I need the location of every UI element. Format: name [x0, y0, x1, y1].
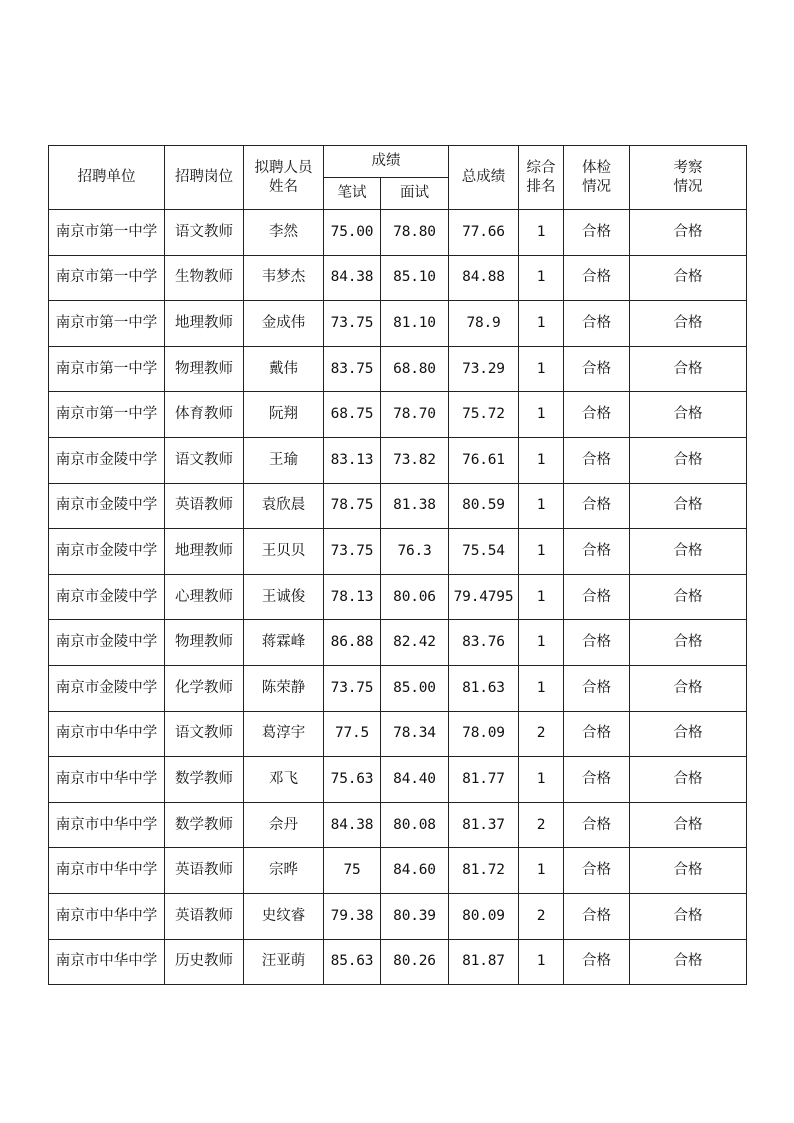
cell-interview: 81.38	[381, 483, 449, 529]
cell-review: 合格	[630, 757, 747, 803]
cell-unit: 南京市中华中学	[49, 757, 165, 803]
cell-review: 合格	[630, 802, 747, 848]
table-row	[49, 483, 747, 529]
cell-review: 合格	[630, 574, 747, 620]
table-row	[49, 574, 747, 620]
cell-physical: 合格	[564, 939, 630, 985]
table-row	[49, 848, 747, 894]
header-written: 笔试	[324, 178, 381, 210]
cell-rank: 1	[519, 757, 564, 803]
cell-written: 85.63	[324, 939, 381, 985]
cell-rank: 1	[519, 529, 564, 575]
cell-total: 80.09	[449, 893, 519, 939]
cell-rank: 1	[519, 301, 564, 347]
cell-written: 84.38	[324, 802, 381, 848]
header-position: 招聘岗位	[165, 146, 244, 210]
cell-unit: 南京市第一中学	[49, 346, 165, 392]
cell-review: 合格	[630, 665, 747, 711]
cell-written: 73.75	[324, 665, 381, 711]
header-scores: 成绩	[324, 146, 449, 178]
cell-rank: 1	[519, 574, 564, 620]
cell-rank: 1	[519, 255, 564, 301]
cell-total: 78.9	[449, 301, 519, 347]
table-row	[49, 711, 747, 757]
cell-name: 金成伟	[244, 301, 324, 347]
header-name	[244, 146, 324, 210]
cell-written: 73.75	[324, 529, 381, 575]
cell-name: 汪亚萌	[244, 939, 324, 985]
cell-review: 合格	[630, 711, 747, 757]
cell-review: 合格	[630, 483, 747, 529]
cell-written: 75	[324, 848, 381, 894]
cell-position: 英语教师	[165, 893, 244, 939]
header-rank	[519, 146, 564, 210]
cell-name: 王瑜	[244, 437, 324, 483]
header-physical	[564, 146, 630, 210]
cell-position: 地理教师	[165, 301, 244, 347]
table-row	[49, 437, 747, 483]
cell-review: 合格	[630, 529, 747, 575]
cell-written: 68.75	[324, 392, 381, 438]
cell-unit: 南京市金陵中学	[49, 483, 165, 529]
header-review-line2: 情况	[673, 178, 703, 195]
cell-total: 75.54	[449, 529, 519, 575]
cell-unit: 南京市中华中学	[49, 802, 165, 848]
cell-written: 84.38	[324, 255, 381, 301]
cell-written: 83.13	[324, 437, 381, 483]
header-unit: 招聘单位	[49, 146, 165, 210]
cell-interview: 78.80	[381, 210, 449, 256]
cell-interview: 82.42	[381, 620, 449, 666]
cell-physical: 合格	[564, 437, 630, 483]
cell-name: 王贝贝	[244, 529, 324, 575]
cell-interview: 84.60	[381, 848, 449, 894]
cell-unit: 南京市中华中学	[49, 711, 165, 757]
cell-name: 邓飞	[244, 757, 324, 803]
cell-total: 81.72	[449, 848, 519, 894]
cell-rank: 1	[519, 939, 564, 985]
cell-total: 78.09	[449, 711, 519, 757]
cell-physical: 合格	[564, 848, 630, 894]
cell-unit: 南京市中华中学	[49, 893, 165, 939]
cell-unit: 南京市金陵中学	[49, 665, 165, 711]
cell-unit: 南京市中华中学	[49, 939, 165, 985]
cell-written: 78.13	[324, 574, 381, 620]
cell-interview: 78.34	[381, 711, 449, 757]
table-body	[49, 210, 747, 985]
cell-rank: 1	[519, 483, 564, 529]
cell-review: 合格	[630, 437, 747, 483]
cell-rank: 2	[519, 893, 564, 939]
cell-interview: 68.80	[381, 346, 449, 392]
cell-review: 合格	[630, 301, 747, 347]
cell-review: 合格	[630, 255, 747, 301]
header-review	[630, 146, 747, 210]
cell-review: 合格	[630, 848, 747, 894]
table-row	[49, 665, 747, 711]
cell-name: 佘丹	[244, 802, 324, 848]
cell-total: 75.72	[449, 392, 519, 438]
cell-unit: 南京市中华中学	[49, 848, 165, 894]
cell-position: 心理教师	[165, 574, 244, 620]
cell-rank: 1	[519, 437, 564, 483]
cell-name: 戴伟	[244, 346, 324, 392]
cell-written: 73.75	[324, 301, 381, 347]
table-row	[49, 301, 747, 347]
cell-written: 75.63	[324, 757, 381, 803]
cell-name: 葛淳宇	[244, 711, 324, 757]
cell-position: 数学教师	[165, 757, 244, 803]
table-row	[49, 210, 747, 256]
cell-interview: 85.10	[381, 255, 449, 301]
table-row	[49, 757, 747, 803]
cell-physical: 合格	[564, 210, 630, 256]
header-name-line2: 姓名	[269, 178, 298, 195]
header-rank-line2: 排名	[526, 178, 556, 195]
cell-physical: 合格	[564, 711, 630, 757]
cell-total: 81.87	[449, 939, 519, 985]
cell-position: 历史教师	[165, 939, 244, 985]
cell-unit: 南京市第一中学	[49, 392, 165, 438]
cell-name: 宗晔	[244, 848, 324, 894]
cell-position: 英语教师	[165, 483, 244, 529]
cell-position: 语文教师	[165, 711, 244, 757]
table-row	[49, 346, 747, 392]
cell-total: 81.63	[449, 665, 519, 711]
table-row	[49, 255, 747, 301]
cell-physical: 合格	[564, 255, 630, 301]
header-review-line1: 考察	[673, 159, 703, 176]
cell-interview: 84.40	[381, 757, 449, 803]
cell-interview: 80.39	[381, 893, 449, 939]
cell-position: 生物教师	[165, 255, 244, 301]
cell-name: 史纹睿	[244, 893, 324, 939]
cell-review: 合格	[630, 620, 747, 666]
cell-position: 物理教师	[165, 620, 244, 666]
header-name-line1: 拟聘人员	[254, 159, 313, 176]
cell-written: 86.88	[324, 620, 381, 666]
recruitment-results-table	[48, 145, 747, 985]
cell-name: 陈荣静	[244, 665, 324, 711]
cell-interview: 78.70	[381, 392, 449, 438]
cell-name: 蒋霖峰	[244, 620, 324, 666]
cell-unit: 南京市金陵中学	[49, 529, 165, 575]
cell-name: 阮翔	[244, 392, 324, 438]
table-row	[49, 939, 747, 985]
cell-rank: 1	[519, 210, 564, 256]
cell-total: 84.88	[449, 255, 519, 301]
cell-interview: 73.82	[381, 437, 449, 483]
cell-unit: 南京市金陵中学	[49, 437, 165, 483]
cell-total: 81.37	[449, 802, 519, 848]
cell-review: 合格	[630, 392, 747, 438]
cell-review: 合格	[630, 939, 747, 985]
cell-written: 83.75	[324, 346, 381, 392]
cell-physical: 合格	[564, 301, 630, 347]
header-physical-line1: 体检	[582, 159, 611, 176]
cell-position: 数学教师	[165, 802, 244, 848]
cell-name: 李然	[244, 210, 324, 256]
table-row	[49, 392, 747, 438]
cell-interview: 81.10	[381, 301, 449, 347]
cell-written: 75.00	[324, 210, 381, 256]
cell-review: 合格	[630, 346, 747, 392]
cell-physical: 合格	[564, 802, 630, 848]
cell-position: 地理教师	[165, 529, 244, 575]
cell-unit: 南京市金陵中学	[49, 574, 165, 620]
cell-position: 语文教师	[165, 437, 244, 483]
cell-physical: 合格	[564, 893, 630, 939]
cell-physical: 合格	[564, 620, 630, 666]
cell-unit: 南京市第一中学	[49, 301, 165, 347]
table-row	[49, 893, 747, 939]
header-rank-line1: 综合	[526, 159, 556, 176]
header-physical-line2: 情况	[582, 178, 611, 195]
cell-total: 80.59	[449, 483, 519, 529]
cell-position: 物理教师	[165, 346, 244, 392]
cell-rank: 1	[519, 620, 564, 666]
cell-rank: 1	[519, 848, 564, 894]
cell-position: 体育教师	[165, 392, 244, 438]
cell-interview: 85.00	[381, 665, 449, 711]
cell-name: 韦梦杰	[244, 255, 324, 301]
cell-name: 王诚俊	[244, 574, 324, 620]
table-row	[49, 802, 747, 848]
cell-unit: 南京市第一中学	[49, 210, 165, 256]
cell-written: 79.38	[324, 893, 381, 939]
cell-position: 英语教师	[165, 848, 244, 894]
cell-interview: 80.26	[381, 939, 449, 985]
cell-physical: 合格	[564, 392, 630, 438]
cell-rank: 1	[519, 665, 564, 711]
cell-review: 合格	[630, 210, 747, 256]
cell-physical: 合格	[564, 483, 630, 529]
cell-rank: 2	[519, 711, 564, 757]
table-row	[49, 529, 747, 575]
cell-physical: 合格	[564, 574, 630, 620]
cell-interview: 80.08	[381, 802, 449, 848]
cell-total: 77.66	[449, 210, 519, 256]
cell-physical: 合格	[564, 665, 630, 711]
cell-review: 合格	[630, 893, 747, 939]
cell-written: 78.75	[324, 483, 381, 529]
cell-name: 袁欣晨	[244, 483, 324, 529]
cell-written: 77.5	[324, 711, 381, 757]
cell-position: 化学教师	[165, 665, 244, 711]
header-interview: 面试	[381, 178, 449, 210]
table-header	[49, 146, 747, 210]
cell-unit: 南京市金陵中学	[49, 620, 165, 666]
cell-position: 语文教师	[165, 210, 244, 256]
cell-total: 79.4795	[449, 574, 519, 620]
cell-interview: 80.06	[381, 574, 449, 620]
cell-physical: 合格	[564, 757, 630, 803]
header-total: 总成绩	[449, 146, 519, 210]
cell-interview: 76.3	[381, 529, 449, 575]
cell-rank: 1	[519, 346, 564, 392]
table-row	[49, 620, 747, 666]
cell-total: 76.61	[449, 437, 519, 483]
cell-total: 73.29	[449, 346, 519, 392]
cell-physical: 合格	[564, 346, 630, 392]
cell-unit: 南京市第一中学	[49, 255, 165, 301]
cell-physical: 合格	[564, 529, 630, 575]
cell-rank: 1	[519, 392, 564, 438]
cell-rank: 2	[519, 802, 564, 848]
cell-total: 81.77	[449, 757, 519, 803]
cell-total: 83.76	[449, 620, 519, 666]
